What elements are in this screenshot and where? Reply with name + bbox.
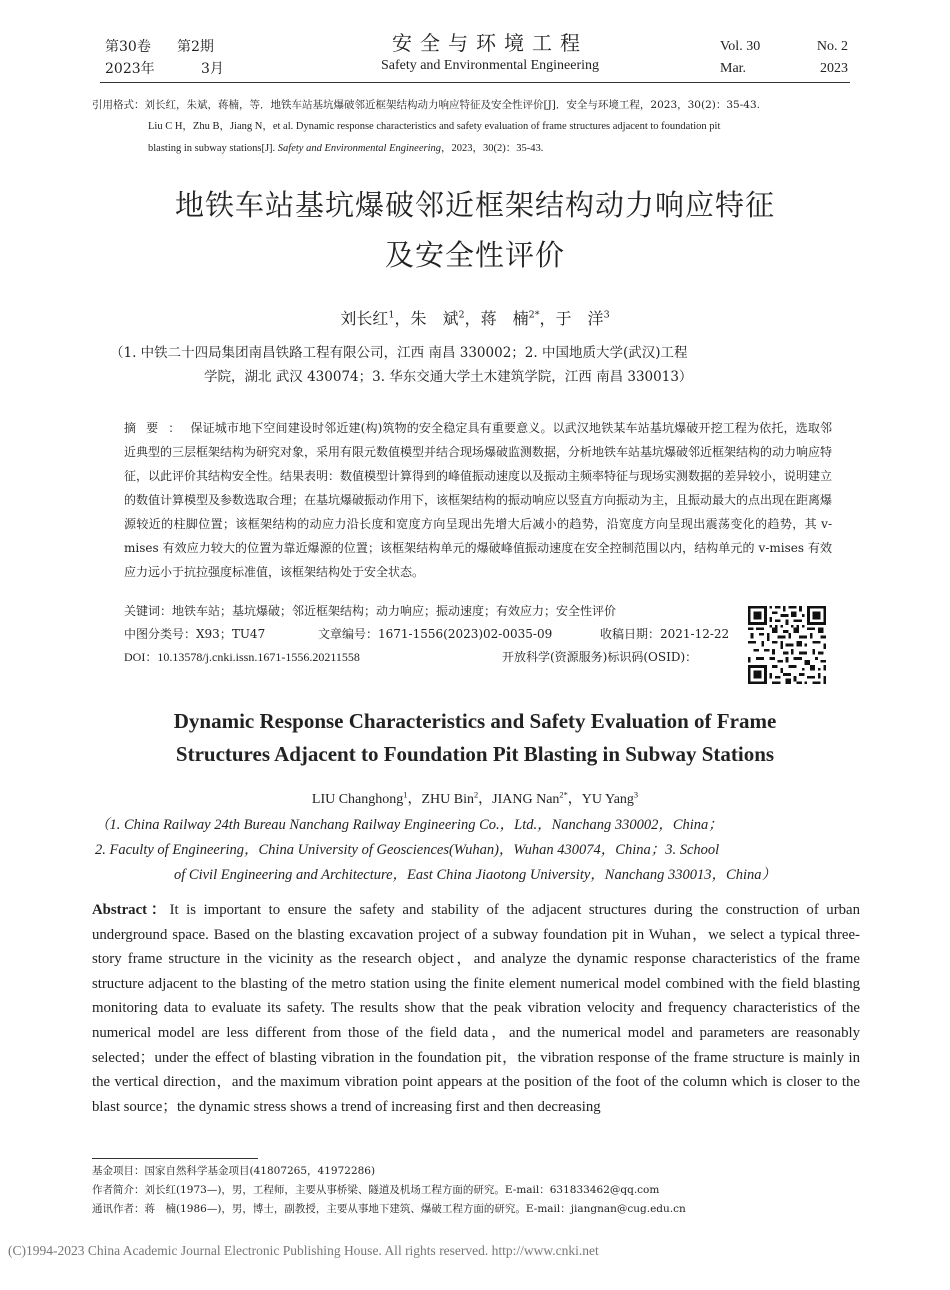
author-en-4-sup: 3 — [633, 790, 639, 800]
affiliation-en-line1: （1. China Railway 24th Bureau Nanchang Railway Engineering Co.，Ltd.，Nanchang 330002，China； — [95, 817, 723, 833]
osid-label: 开放科学(资源服务)标识码(OSID)： — [502, 650, 698, 664]
author-cn-2: 朱 斌 — [410, 309, 459, 328]
month-cn: 3月 — [201, 61, 224, 77]
abstract-en-label: Abstract： — [92, 902, 170, 918]
abstract-en-text: It is important to ensure the safety and stability of the adjacent structures during the construction of urban underground space. Based on the blasting excavation project of a subway foundation pit in Wuhan，we select a typical three-story frame structure in the vicinity as the research object，and analyze the dynamic response characteristics of the frame structure adjacent to the blasting of the metro station using the finite element numerical model combined with the field blasting monitoring data to evaluate its safety. The results show that the peak vibration velocity and frequency characteristics of the numerical model are less different from those of the field data，and the numerical model and parameters are reasonably selected；under the effect of blasting vibration in the foundation pit，the vibration response of the frame structure is mainly in the vertical direction，and the maximum vibration point appears at the position of the foot of the column which is closer to the blast source；the dynamic stress shows a trend of increasing first and then decreasing — [92, 902, 860, 1115]
author-cn-4-sup: 3 — [603, 309, 610, 321]
journal-name-cn: 安全与环境工程 — [392, 31, 588, 55]
keywords-cn: 关键词：地铁车站；基坑爆破；邻近框架结构；动力响应；振动速度；有效应力；安全性评价 — [124, 604, 617, 618]
title-cn-line1: 地铁车站基坑爆破邻近框架结构动力响应特征 — [174, 188, 775, 222]
volume-cn: 第30卷 — [105, 39, 151, 55]
affiliation-cn — [110, 341, 850, 389]
author-en-2: ZHU Bin — [421, 792, 474, 807]
vol-en: Vol. 30 — [720, 39, 761, 54]
author-en-4: YU Yang — [581, 792, 634, 807]
abstract-cn-label: 摘要： — [124, 421, 191, 435]
author-sep: ， — [407, 792, 422, 807]
abstract-en — [92, 898, 860, 1119]
citation-block — [92, 94, 862, 160]
journal-header — [300, 30, 680, 76]
year-en: 2023 — [820, 61, 848, 76]
author-sep: ， — [567, 792, 582, 807]
author-cn-1-sup: 1 — [388, 309, 395, 321]
header-left — [105, 36, 224, 80]
affiliation-cn-line1: （1. 中铁二十四局集团南昌铁路工程有限公司，江西 南昌 330002；2. 中国地质大学(武汉)工程 — [110, 345, 688, 361]
citation-en-pre: blasting in subway stations[J]. — [148, 143, 278, 154]
author-en-3: JIANG Nan — [492, 792, 560, 807]
author-cn-4: 于 洋 — [555, 309, 604, 328]
affiliation-en-line2: 2. Faculty of Engineering，China University of Geosciences(Wuhan)，Wuhan 430074，China；3. School — [95, 842, 720, 858]
author-en-1: LIU Changhong — [311, 792, 404, 807]
author-en-1-sup: 1 — [403, 790, 408, 800]
title-en-line2: Structures Adjacent to Foundation Pit Blasting in Subway Stations — [175, 742, 775, 766]
affiliation-en — [95, 813, 855, 888]
authors-cn — [0, 306, 950, 329]
article-no: 文章编号：1671-1556(2023)02-0035-09 — [318, 627, 553, 641]
qr-code-icon — [748, 604, 826, 686]
author-sep: ， — [394, 309, 411, 328]
journal-name-en: Safety and Environmental Engineering — [380, 58, 600, 73]
citation-en-post: ，2023，30(2)：35-43. — [441, 143, 544, 154]
author-sep: ， — [464, 309, 481, 328]
abstract-cn — [124, 416, 832, 584]
author-en-2-sup: 2 — [473, 790, 479, 800]
citation-en-line1: Liu C H，Zhu B，Jiang N，et al. Dynamic response characteristics and safety evaluation of frame structures adjacent to foundation pit — [148, 121, 721, 132]
affiliation-en-line3: of Civil Engineering and Architecture，East China Jiaotong University，Nanchang 330013，China） — [174, 867, 776, 883]
title-en — [60, 705, 890, 771]
author-cn-3: 蒋 楠 — [480, 309, 529, 328]
author-cn-3-sup: 2* — [528, 309, 540, 321]
footnote-rule — [92, 1158, 258, 1159]
footnote-author: 作者简介：刘长红(1973—)，男，工程师，主要从事桥梁、隧道及机场工程方面的研究。E-mail：631833462@qq.com — [92, 1184, 660, 1196]
copyright-line: (C)1994-2023 China Academic Journal Electronic Publishing House. All rights reserved. http://www.cnki.net — [8, 1243, 599, 1258]
no-en: No. 2 — [816, 39, 848, 54]
footnotes — [92, 1162, 872, 1219]
header-rule — [100, 82, 850, 83]
abstract-cn-text: 保证城市地下空间建设时邻近建(构)筑物的安全稳定具有重要意义。以武汉地铁某车站基坑爆破开挖工程为依托，选取邻近典型的三层框架结构为研究对象，采用有限元数值模型并结合现场爆破监测数据，分析地铁车站基坑爆破邻近框架结构的动力响应特征，以此评价其结构安全性。结果表明：数值模型计算得到的峰值振动速度以及振动主频率特征与现场实测数据的差异较小，说明建立的数值计算模型及参数选取合理；在基坑爆破振动作用下，该框架结构的振动响应以竖直方向振动为主，且振动最大的点出现在距离爆源较近的柱脚位置；该框架结构的动应力沿长度和宽度方向呈现出先增大后减小的趋势，沿宽度方向呈现出震荡变化的趋势，其 v-mises 有效应力较大的位置为靠近爆源的位置；该框架结构单元的爆破峰值振动速度在安全控制范围以内，结构单元的 v-mises 有效应力远小于抗拉强度标准值，该框架结构处于安全状态。 — [124, 421, 833, 579]
affiliation-cn-line2: 学院，湖北 武汉 430074；3. 华东交通大学土木建筑学院，江西 南昌 330013） — [204, 369, 693, 385]
month-en: Mar. — [720, 61, 747, 76]
authors-en — [0, 788, 950, 808]
issue-cn: 第2期 — [177, 39, 214, 55]
author-sep: ， — [478, 792, 493, 807]
citation-en-journal: Safety and Environmental Engineering — [277, 143, 441, 154]
author-en-3-sup: 2* — [559, 790, 568, 800]
title-cn-line2: 及安全性评价 — [384, 238, 565, 272]
author-cn-2-sup: 2 — [458, 309, 465, 321]
citation-cn: 引用格式：刘长红，朱斌，蒋楠，等．地铁车站基坑爆破邻近框架结构动力响应特征及安全性评价[J]．安全与环境工程，2023，30(2)：35-43. — [92, 99, 760, 111]
class-no: 中图分类号：X93；TU47 — [124, 627, 266, 641]
received-date: 收稿日期：2021-12-22 — [600, 627, 730, 641]
footnote-corresponding: 通讯作者：蒋 楠(1986—)，男，博士，副教授，主要从事地下建筑、爆破工程方面的研究。E-mail：jiangnan@cug.edu.cn — [92, 1203, 686, 1215]
doi: DOI：10.13578/j.cnki.issn.1671-1556.20211558 — [124, 650, 360, 664]
author-sep: ， — [539, 309, 556, 328]
header-right — [720, 36, 848, 80]
title-cn — [60, 180, 890, 280]
author-cn-1: 刘长红 — [340, 309, 389, 328]
year-cn: 2023年 — [105, 61, 155, 77]
title-en-line1: Dynamic Response Characteristics and Safety Evaluation of Frame — [173, 709, 777, 733]
footnote-fund: 基金项目：国家自然科学基金项目(41807265，41972286) — [92, 1165, 376, 1177]
citation-en-line2 — [92, 138, 862, 160]
